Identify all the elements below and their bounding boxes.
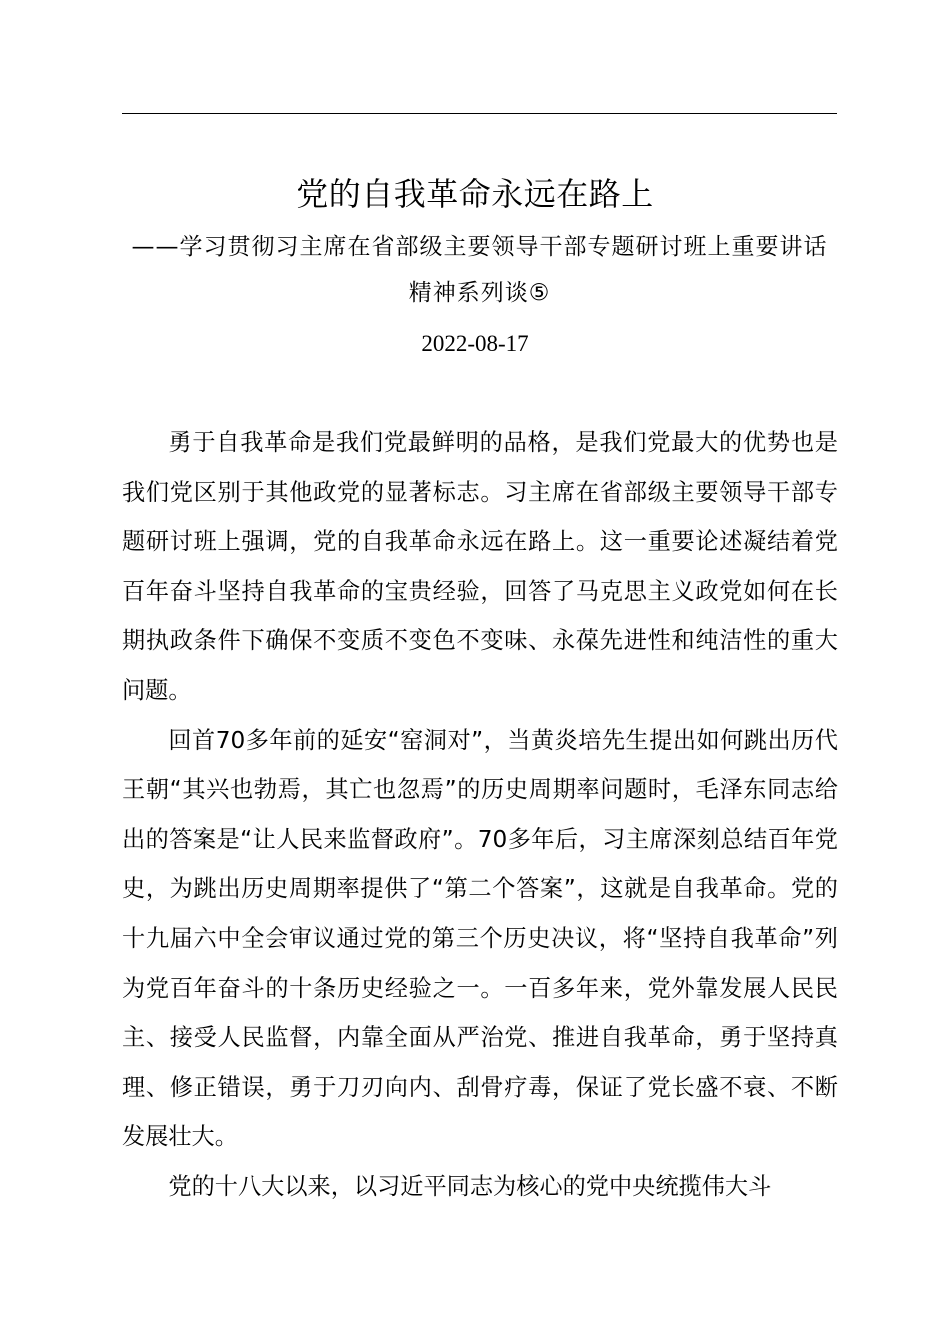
header-rule [122,113,837,114]
article-body [122,418,838,1212]
publish-date: 2022-08-17 [421,331,529,356]
paragraph: 回首70多年前的延安“窑洞对”，当黄炎培先生提出如何跳出历代王朝“其兴也勃焉，其亡也忽焉”的历史周期率问题时，毛泽东同志给出的答案是“让人民来监督政府”。70多年后，习主席深刻总结百年党史，为跳出历史周期率提供了“第二个答案”，这就是自我革命。党的十九届六中全会审议通过党的第三个历史决议，将“坚持自我革命”列为党百年奋斗的十条历史经验之一。一百多年来，党外靠发展人民民主、接受人民监督，内靠全面从严治党、推进自我革命，勇于坚持真理、修正错误，勇于刀刃向内、刮骨疗毒，保证了党长盛不衰、不断发展壮大。 [122,726,838,1151]
article-subtitle: ——学习贯彻习主席在省部级主要领导干部专题研讨班上重要讲话精神系列谈⑤ [131,234,828,306]
paragraph: 党的十八大以来，以习近平同志为核心的党中央统揽伟大斗 [168,1172,772,1200]
article-title: 党的自我革命永远在路上 [296,175,654,213]
paragraph: 勇于自我革命是我们党最鲜明的品格，是我们党最大的优势也是我们党区别于其他政党的显著标志。习主席在省部级主要领导干部专题研讨班上强调，党的自我革命永远在路上。这一重要论述凝结着党百年奋斗坚持自我革命的宝贵经验，回答了马克思主义政党如何在长期执政条件下确保不变质不变色不变味、永葆先进性和纯洁性的重大问题。 [122,429,838,704]
